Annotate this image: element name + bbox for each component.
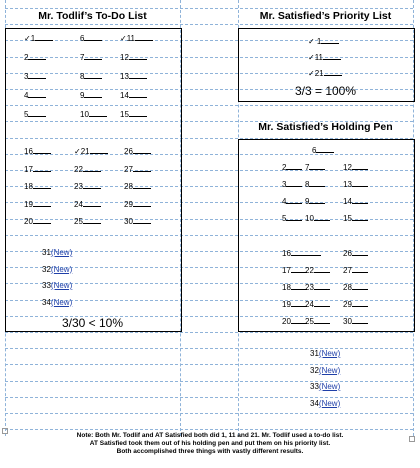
blank-line <box>84 71 102 79</box>
holding-number: 27 <box>343 266 352 275</box>
holding-new-number: 31 <box>310 349 319 358</box>
blank-line <box>129 52 147 60</box>
holding-number: 14 <box>343 197 352 206</box>
todo-item <box>80 52 102 63</box>
holding-number: 23 <box>305 283 314 292</box>
blank-line <box>352 265 368 273</box>
todo-item <box>24 109 46 120</box>
todo-number: 14 <box>120 91 129 100</box>
priority-number: ✓11 <box>308 53 324 62</box>
blank-line <box>129 71 147 79</box>
holding-number: 24 <box>305 300 314 309</box>
priority-item <box>308 52 341 63</box>
priority-list-title: Mr. Satisfied’s Priority List <box>259 10 392 22</box>
holding-item <box>282 248 307 259</box>
todo-score: 3/30 < 10% <box>61 316 124 330</box>
grid-line <box>5 381 413 382</box>
holding-number: 15 <box>343 214 352 223</box>
todo-new-item <box>42 281 72 291</box>
blank-line <box>352 213 368 221</box>
holding-number: 9 <box>305 197 310 206</box>
todo-number: 29 <box>124 199 133 209</box>
blank-line <box>314 282 330 290</box>
todo-number: 17 <box>24 164 33 174</box>
todo-item <box>80 109 107 120</box>
todo-item <box>124 216 151 227</box>
todo-new-item <box>42 298 72 308</box>
holding-new-item <box>310 349 340 359</box>
holding-item <box>305 299 330 310</box>
holding-number: 16 <box>282 249 291 258</box>
todo-number: 16 <box>24 147 33 156</box>
blank-line <box>286 179 302 187</box>
todo-item <box>74 181 101 192</box>
priority-score: 3/3 = 100% <box>294 84 357 98</box>
todo-item <box>74 146 108 157</box>
holding-number: 5 <box>282 214 287 223</box>
holding-new-item <box>310 366 340 376</box>
blank-line <box>352 248 368 256</box>
holding-number: 28 <box>343 283 352 292</box>
holding-number: 29 <box>343 300 352 309</box>
holding-number: 20 <box>282 317 291 326</box>
holding-item <box>343 265 368 276</box>
new-tag-link[interactable]: (New) <box>50 297 73 307</box>
holding-number: 22 <box>305 266 314 275</box>
todo-item <box>74 216 101 227</box>
todo-number: 22 <box>74 164 83 174</box>
holding-number: 4 <box>282 197 287 206</box>
todo-item <box>24 33 53 44</box>
blank-line <box>352 282 368 290</box>
todo-item <box>24 52 46 63</box>
todo-number: 3 <box>24 72 29 81</box>
todo-item <box>80 90 102 101</box>
holding-item <box>282 196 302 207</box>
blank-line <box>129 109 147 117</box>
new-tag-link[interactable]: (New) <box>318 398 341 408</box>
holding-number: 18 <box>282 283 291 292</box>
holding-item <box>282 316 307 327</box>
todo-new-number: 33 <box>42 281 51 290</box>
holding-number: 26 <box>343 249 352 258</box>
todo-number: 5 <box>24 110 29 119</box>
holding-number: 12 <box>343 163 352 172</box>
todo-item <box>124 181 151 192</box>
priority-number: ✓21 <box>308 69 324 78</box>
holding-number: 13 <box>343 180 352 189</box>
holding-number: 8 <box>305 180 310 189</box>
holding-item <box>282 179 302 190</box>
holding-new-number: 33 <box>310 382 319 391</box>
todo-item <box>124 164 151 175</box>
todo-number: ✓11 <box>120 34 136 43</box>
blank-line <box>133 199 151 207</box>
priority-item <box>308 36 339 47</box>
grid-line <box>5 397 413 398</box>
holding-item <box>305 196 325 207</box>
blank-line <box>305 248 321 256</box>
new-tag-link[interactable]: (New) <box>50 248 73 257</box>
todo-item <box>80 71 102 82</box>
todo-item <box>80 33 102 44</box>
holding-top-item: 6 <box>312 145 334 156</box>
blank-line <box>309 196 325 204</box>
priority-number: ✓ 1 <box>308 37 322 46</box>
todo-item <box>24 216 51 227</box>
blank-line <box>33 181 51 189</box>
blank-line <box>133 181 151 189</box>
todo-number: 20 <box>24 217 33 226</box>
grid-line <box>5 364 413 365</box>
todo-item <box>24 146 51 157</box>
holding-item <box>343 316 368 327</box>
priority-item <box>308 68 342 79</box>
holding-number: 3 <box>282 180 287 189</box>
todo-item <box>120 71 147 82</box>
todo-item <box>120 33 153 44</box>
todo-item <box>24 181 51 192</box>
grid-line <box>5 332 413 333</box>
blank-line <box>352 196 368 204</box>
grid-line <box>5 8 413 9</box>
new-tag-link[interactable]: (New) <box>318 382 341 391</box>
todo-new-number: 34 <box>42 297 51 307</box>
todo-number: 4 <box>24 91 29 100</box>
holding-number: 19 <box>282 300 291 309</box>
blank-line <box>84 90 102 98</box>
todo-item <box>120 52 147 63</box>
todo-number: 27 <box>124 164 133 174</box>
holding-new-number: 32 <box>310 365 319 375</box>
grid-line <box>5 348 413 349</box>
todo-number: 2 <box>24 53 29 62</box>
blank-line <box>28 90 46 98</box>
todo-number: 8 <box>80 72 85 81</box>
blank-line <box>28 71 46 79</box>
blank-line <box>133 216 151 224</box>
holding-number: 25 <box>305 317 314 326</box>
footnote <box>20 432 400 456</box>
holding-item <box>305 213 330 224</box>
todo-new-item <box>42 265 72 275</box>
holding-number: 10 <box>305 214 314 223</box>
holding-item <box>343 248 368 259</box>
blank-line <box>314 299 330 307</box>
blank-line <box>323 52 341 60</box>
blank-line <box>33 164 51 172</box>
todo-item <box>24 90 46 101</box>
holding-item <box>343 162 368 173</box>
holding-item <box>305 282 330 293</box>
blank-line <box>352 316 368 324</box>
holding-pen-title: Mr. Satisfied’s Holding Pen <box>258 121 393 133</box>
todo-item <box>120 109 147 120</box>
blank-line <box>83 216 101 224</box>
blank-line <box>28 109 46 117</box>
todo-number: 30 <box>124 217 133 226</box>
todo-number: ✓1 <box>24 34 36 43</box>
blank-line <box>83 199 101 207</box>
holding-item <box>343 299 368 310</box>
blank-line <box>33 146 51 154</box>
blank-line <box>84 33 102 41</box>
holding-item <box>343 213 368 224</box>
holding-item <box>282 282 307 293</box>
blank-line <box>352 179 368 187</box>
blank-line <box>83 164 101 172</box>
holding-number: 17 <box>282 266 291 275</box>
blank-line <box>352 299 368 307</box>
blank-line <box>33 199 51 207</box>
blank-line <box>352 162 368 170</box>
blank-line <box>324 68 342 76</box>
blank-line <box>90 146 108 154</box>
footnote-line: Both accomplished three things with vastly different results. <box>116 448 304 455</box>
blank-line <box>129 90 147 98</box>
new-tag-link[interactable]: (New) <box>50 281 73 290</box>
holding-item <box>343 196 368 207</box>
blank-line <box>286 213 302 221</box>
todo-number: 28 <box>124 182 133 191</box>
new-tag-link[interactable]: (New) <box>50 264 73 274</box>
todo-new-number: 31 <box>42 248 51 257</box>
grid-line <box>5 429 413 430</box>
blank-line <box>314 265 330 273</box>
holding-number: 7 <box>305 163 310 172</box>
todo-item <box>124 146 151 157</box>
blank-line <box>133 146 151 154</box>
todo-number: ✓21 <box>74 147 90 156</box>
blank-line <box>286 196 302 204</box>
holding-item <box>305 162 325 173</box>
todo-item <box>120 90 147 101</box>
holding-item <box>343 282 368 293</box>
holding-item <box>282 162 302 173</box>
blank-line <box>84 52 102 60</box>
todo-number: 12 <box>120 53 129 62</box>
footnote-line: Note: Both Mr. Todlif and AT Satisfied both did 1, 11 and 21. Mr. Todlif used a to-do list. <box>76 432 344 439</box>
todo-item <box>24 199 51 210</box>
todo-number: 6 <box>80 34 85 43</box>
todo-list-title: Mr. Todlif’s To-Do List <box>38 10 147 22</box>
todo-number: 24 <box>74 199 83 209</box>
todo-number: 26 <box>124 147 133 156</box>
blank-line <box>321 36 339 44</box>
blank-line <box>314 213 330 221</box>
blank-line <box>133 164 151 172</box>
holding-new-number: 34 <box>310 398 319 408</box>
todo-number: 10 <box>80 110 89 119</box>
blank-line <box>286 162 302 170</box>
blank-line <box>28 52 46 60</box>
new-tag-link[interactable]: (New) <box>318 365 341 375</box>
blank-line <box>309 179 325 187</box>
blank-line <box>309 162 325 170</box>
todo-item <box>24 71 46 82</box>
holding-item <box>305 248 321 259</box>
blank-line <box>135 33 153 41</box>
todo-number: 18 <box>24 182 33 191</box>
holding-item <box>282 299 307 310</box>
holding-new-item <box>310 382 340 392</box>
holding-item <box>282 213 302 224</box>
holding-number: 30 <box>343 317 352 326</box>
holding-item <box>305 179 325 190</box>
grid-line <box>5 24 413 25</box>
todo-item <box>74 164 101 175</box>
holding-number: 2 <box>282 163 287 172</box>
blank-line <box>83 181 101 189</box>
blank-line <box>89 109 107 117</box>
holding-item <box>305 265 330 276</box>
todo-number: 25 <box>74 217 83 226</box>
todo-number: 13 <box>120 72 129 81</box>
todo-number: 23 <box>74 182 83 191</box>
todo-item <box>74 199 101 210</box>
blank-line <box>314 316 330 324</box>
holding-new-item <box>310 399 340 409</box>
todo-number: 9 <box>80 91 85 100</box>
corner-handle[interactable] <box>2 428 8 434</box>
todo-number: 15 <box>120 110 129 119</box>
footnote-line: AT Satisfied took them out of his holding pen and put them on his priority list. <box>89 440 331 447</box>
blank-line <box>33 216 51 224</box>
todo-item <box>124 199 151 210</box>
todo-number: 19 <box>24 199 33 209</box>
new-tag-link[interactable]: (New) <box>318 349 341 358</box>
holding-item <box>282 265 307 276</box>
todo-new-number: 32 <box>42 264 51 274</box>
todo-number: 7 <box>80 53 85 62</box>
holding-item <box>343 179 368 190</box>
todo-item <box>24 164 51 175</box>
todo-new-item <box>42 248 72 258</box>
grid-line <box>5 413 413 414</box>
holding-item <box>305 316 330 327</box>
corner-handle[interactable] <box>409 436 415 442</box>
blank-line <box>35 33 53 41</box>
